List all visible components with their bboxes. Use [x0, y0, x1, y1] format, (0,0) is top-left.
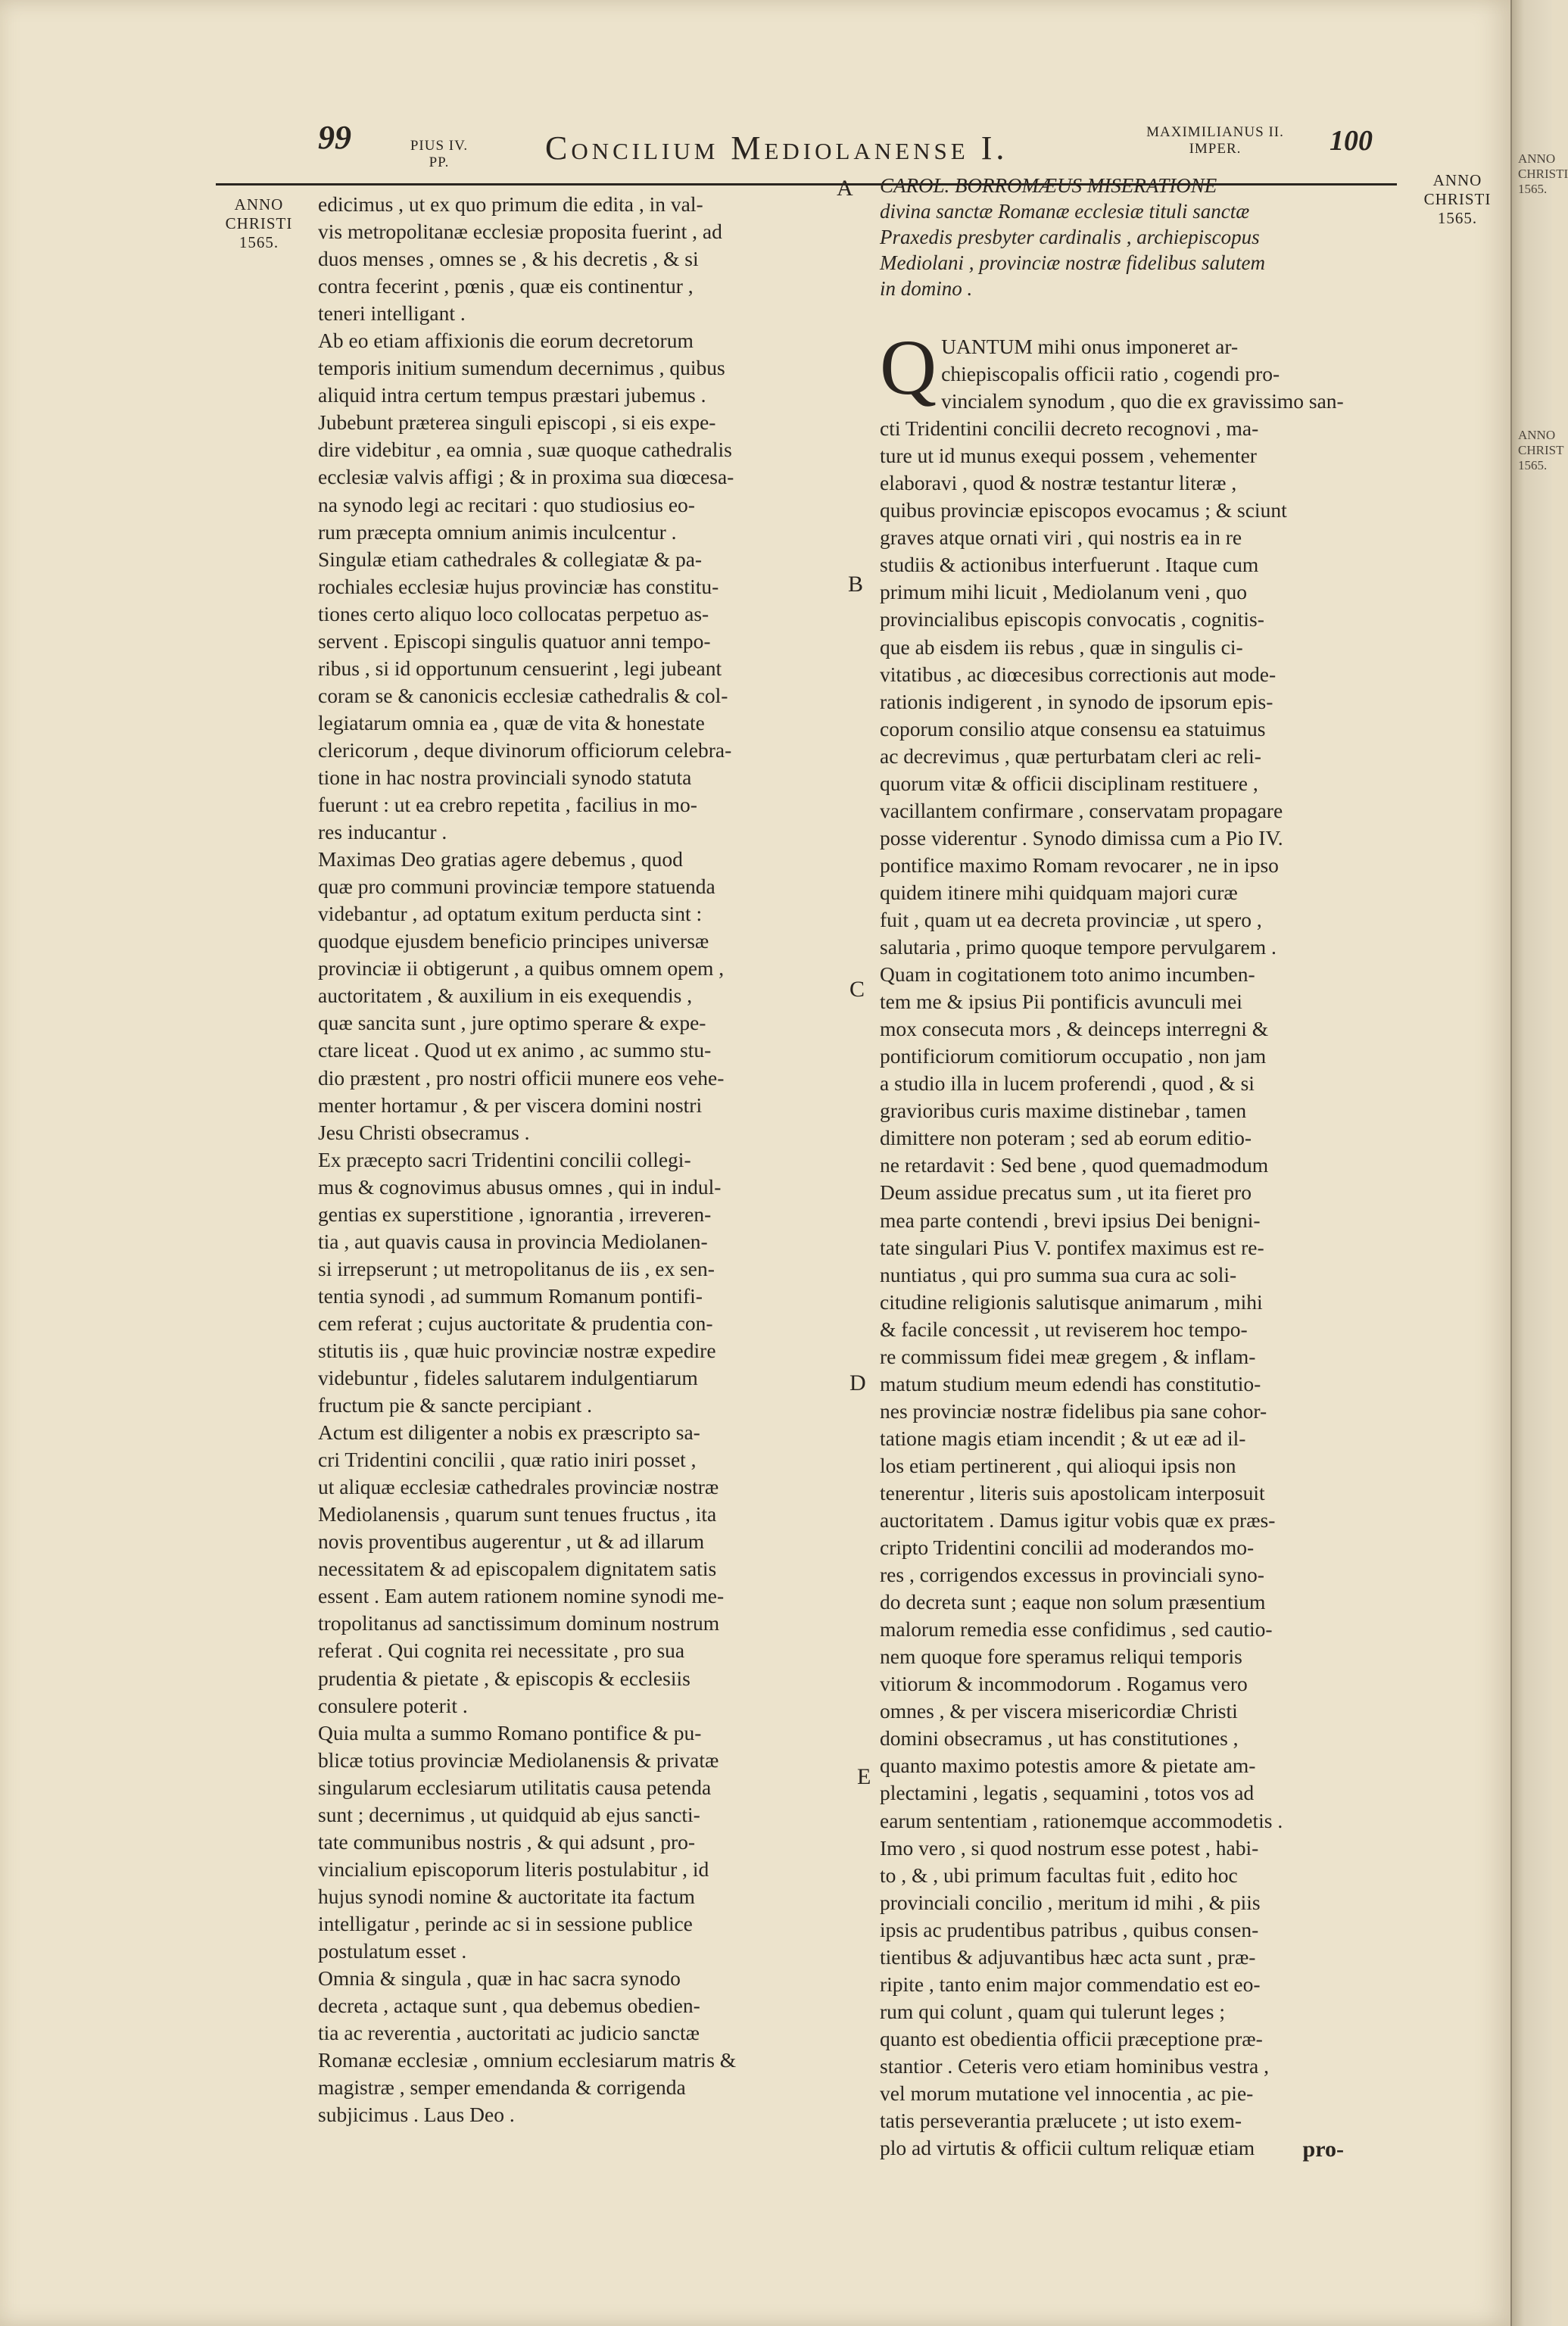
text-line: plectamini , legatis , sequamini , totos vos ad	[880, 1781, 1255, 1805]
pope-abbr: PP.	[429, 154, 450, 170]
text-line: Singulæ etiam cathedrales & collegiatæ & pa-	[318, 547, 703, 571]
text-line: quanto est obedientia officii præceptione præ-	[880, 2026, 1263, 2050]
text-line: ut aliquæ ecclesiæ cathedrales provinciæ nostræ	[318, 1475, 719, 1499]
text-line: fructum pie & sancte percipiant .	[318, 1393, 592, 1417]
emperor-abbr: IMPER.	[1189, 141, 1242, 157]
text-line: dimittere non poteram ; sed ab eorum editio-	[880, 1126, 1252, 1150]
text-line: elaboravi , quod & nostræ testantur literæ ,	[880, 471, 1237, 495]
text-line: tione in hac nostra provinciali synodo statuta	[318, 765, 692, 789]
text-line: consulere poterit .	[318, 1693, 468, 1717]
text-line: videbantur , ad optatum exitum perducta sint :	[318, 902, 703, 926]
text-line: res inducantur .	[318, 820, 447, 844]
text-line: clericorum , deque divinorum officiorum celebra-	[318, 737, 732, 762]
text-line: Maximas Deo gratias agere debemus , quod	[318, 847, 683, 871]
text-line: ipsis ac prudentibus patribus , quibus consen-	[880, 1917, 1259, 1941]
margin-christi: CHRISTI	[225, 214, 293, 232]
text-line: hujus synodi nomine & auctoritate ita factum	[318, 1884, 695, 1908]
text-line: studiis & actionibus interfuerunt . Itaque cum	[880, 553, 1259, 577]
text-line: quanto maximo potestis amore & pietate am-	[880, 1754, 1256, 1778]
margin-year-left	[214, 195, 304, 252]
text-line: Quam in cogitationem toto animo incumben-	[880, 962, 1255, 987]
text-line: ripite , tanto enim major commendatio est eo-	[880, 1972, 1261, 1996]
text-line: mus & cognovimus abusus omnes , qui in indul-	[318, 1174, 722, 1199]
text-line: prudentia & pietate , & episcopis & ecclesiis	[318, 1666, 690, 1690]
salutation-line: Mediolani , provinciæ nostræ fidelibus salutem	[880, 251, 1265, 274]
text-line: provincialibus episcopis convocatis , cognitis-	[880, 607, 1264, 631]
text-line: coporum consilio atque consensu ea statuimus	[880, 716, 1266, 741]
text-line: tate singulari Pius V. pontifex maximus est re-	[880, 1235, 1264, 1259]
text-line: a studio illa in lucem proferendi , quod , & si	[880, 1071, 1255, 1096]
text-line: que ab eisdem iis rebus , quæ in singulis ci-	[880, 635, 1243, 659]
text-line: Mediolanensis , quarum sunt tenues fructus , ita	[318, 1502, 717, 1526]
text-line: quæ sancita sunt , jure optimo sperare & expe-	[318, 1011, 706, 1035]
edge-christi: CHRISTI	[1518, 167, 1568, 181]
salutation-line: CAROL. BORROMÆUS MISERATIONE	[880, 174, 1217, 197]
text-line: nes provinciæ nostræ fidelibus pia sane cohor-	[880, 1398, 1267, 1423]
text-line: contra fecerint , pœnis , quæ eis continentur ,	[318, 274, 694, 298]
text-line: singularum ecclesiarum utilitatis causa petenda	[318, 1775, 712, 1799]
text-line: vis metropolitanæ ecclesiæ proposita fuerint , ad	[318, 220, 722, 244]
margin-anno: ANNO	[234, 195, 284, 214]
text-line: aliquid intra certum tempus præstari jubemus .	[318, 383, 706, 407]
text-line: stantior . Ceteris vero etiam hominibus vestra ,	[880, 2053, 1269, 2078]
page-number-left: 99	[318, 119, 351, 156]
text-line: rum præcepta omnium animis inculcentur .	[318, 519, 677, 544]
text-line: edicimus , ut ex quo primum die edita , in val-	[318, 192, 703, 216]
section-letter-b: B	[848, 572, 864, 597]
text-line: primum mihi licuit , Mediolanum veni , quo	[880, 580, 1248, 604]
edge-christi: CHRIST	[1518, 443, 1564, 457]
text-line: vel morum mutatione vel innocentia , ac pie-	[880, 2081, 1254, 2105]
text-line: referat . Qui cognita rei necessitate , pro sua	[318, 1638, 685, 1663]
text-line: tate communibus nostris , & qui adsunt , pro-	[318, 1829, 696, 1854]
text-line: cri Tridentini concilii , quæ ratio iniri posset ,	[318, 1448, 697, 1472]
text-line: Jesu Christi obsecramus .	[318, 1120, 530, 1144]
text-line: cem referat ; cujus auctoritate & prudentia con-	[318, 1311, 713, 1335]
pope-label	[409, 138, 469, 171]
left-text-column	[318, 191, 848, 2128]
text-line: Romanæ ecclesiæ , omnium ecclesiarum matris &	[318, 2048, 737, 2072]
text-line: domini obsecramus , ut has constitutiones ,	[880, 1726, 1239, 1751]
text-line: tientibus & adjuvantibus hæc acta sunt , præ-	[880, 1944, 1256, 1969]
salutation-block	[880, 173, 1425, 301]
text-line: Jubebunt præterea singuli episcopi , si eis expe-	[318, 410, 716, 435]
right-text-column	[880, 324, 1410, 2162]
text-line: graves atque ornati viri , qui nostris ea in re	[880, 525, 1242, 550]
edge-year-mid	[1518, 428, 1563, 473]
pope-name: PIUS IV.	[410, 138, 469, 154]
text-line: fuerunt : ut ea crebro repetita , facilius in mo-	[318, 793, 697, 817]
text-line: mea parte contendi , brevi ipsius Dei benigni-	[880, 1208, 1261, 1232]
text-line: servent . Episcopi singulis quatuor anni tempo-	[318, 628, 711, 653]
text-line: Omnia & singula , quæ in hac sacra synodo	[318, 1966, 681, 1991]
emperor-label	[1121, 124, 1310, 157]
salutation-line: divina sanctæ Romanæ ecclesiæ tituli sanctæ	[880, 200, 1250, 223]
text-line: tiones certo aliquo loco collocatas perpetuo as-	[318, 601, 709, 625]
text-line: subjicimus . Laus Deo .	[318, 2103, 515, 2127]
salutation-line: in domino .	[880, 277, 973, 300]
text-line: auctoritatem , & auxilium in eis exequendis ,	[318, 984, 693, 1008]
text-line: pontificiorum comitiorum occupatio , non jam	[880, 1044, 1267, 1068]
text-line: provinciali concilio , meritum id mihi , & piis	[880, 1890, 1261, 1914]
text-line: coram se & canonicis ecclesiæ cathedralis & col-	[318, 683, 728, 707]
text-line: vitiorum & incommodorum . Rogamus vero	[880, 1672, 1248, 1696]
text-line: los etiam pertinerent , qui alioqui ipsis non	[880, 1453, 1236, 1477]
salutation-line: Praxedis presbyter cardinalis , archiepiscopus	[880, 226, 1260, 248]
edge-anno: ANNO	[1518, 151, 1556, 166]
edge-year-top	[1518, 151, 1568, 197]
text-line: nuntiatus , qui pro summa sua cura ac soli-	[880, 1262, 1237, 1286]
text-line: tem me & ipsius Pii pontificis avunculi mei	[880, 990, 1242, 1014]
text-line: postulatum esset .	[318, 1939, 467, 1963]
text-line: to , & , ubi primum facultas fuit , edito hoc	[880, 1863, 1238, 1887]
text-line: gravioribus curis maxime distinebar , tamen	[880, 1099, 1247, 1123]
text-line: Quia multa a summo Romano pontifice & pu-	[318, 1720, 702, 1744]
text-line: intelligatur , perinde ac si in sessione publice	[318, 1911, 693, 1935]
text-line: quodque ejusdem beneficio principes universæ	[318, 929, 709, 953]
text-line: vacillantem confirmare , conservatam propagare	[880, 798, 1283, 822]
margin-year: 1565.	[1437, 209, 1478, 227]
text-line: omnes , & per viscera misericordiæ Christi	[880, 1699, 1238, 1723]
text-line: chiepiscopalis officii ratio , cogendi pro-	[941, 362, 1280, 386]
text-line: necessitatem & ad episcopalem dignitatem satis	[318, 1557, 717, 1581]
text-line: ribus , si id opportunum censuerint , legi jubeant	[318, 656, 722, 680]
text-line: rochiales ecclesiæ hujus provinciæ has constitu-	[318, 574, 719, 598]
text-line: ac decrevimus , quæ perturbatam cleri ac reli-	[880, 744, 1261, 768]
text-line: essent . Eam autem rationem nomine synodi me-	[318, 1584, 725, 1608]
edge-anno: ANNO	[1518, 428, 1556, 442]
text-line: rationis indigerent , in synodo de ipsorum epis-	[880, 689, 1273, 713]
text-line: posse viderentur . Synodo dimissa cum a Pio IV.	[880, 825, 1283, 850]
text-line: cripto Tridentini concilii ad moderandos mo-	[880, 1536, 1255, 1560]
text-line: tentia synodi , ad summum Romanum pontifi-	[318, 1283, 703, 1308]
text-line: dire videbitur , ea omnia , suæ quoque cathedralis	[318, 438, 732, 462]
text-line: teneri intelligant .	[318, 301, 466, 326]
margin-year-right	[1416, 171, 1499, 228]
text-line: vincialium episcoporum literis postulabitur , id	[318, 1857, 709, 1881]
text-line: matum studium meum edendi has constitutio-	[880, 1371, 1261, 1395]
text-line: quorum vitæ & officii disciplinam restituere ,	[880, 771, 1258, 795]
text-line: salutaria , primo quoque tempore pervulgarem .	[880, 935, 1277, 959]
text-line: do decreta sunt ; eaque non solum præsentium	[880, 1590, 1266, 1614]
section-letter-c: C	[849, 977, 865, 1002]
text-line: cti Tridentini concilii decreto recognovi , ma-	[880, 416, 1259, 441]
drop-cap: Q	[880, 324, 937, 411]
text-line: plo ad virtutis & officii cultum reliquæ etiam	[880, 2136, 1255, 2160]
section-letter-d: D	[849, 1370, 866, 1395]
text-line: tenerentur , literis suis apostolicam interposuit	[880, 1480, 1265, 1504]
text-line: si irrepserunt ; ut metropolitanus de iis , ex sen-	[318, 1256, 715, 1280]
margin-year: 1565.	[238, 233, 279, 251]
text-line: ecclesiæ valvis affigi ; & in proxima sua diœcesa-	[318, 465, 734, 489]
text-line: Imo vero , si quod nostrum esse potest , habi-	[880, 1835, 1259, 1860]
text-line: vitatibus , ac diœcesibus correctionis aut mode-	[880, 662, 1277, 686]
text-line: quæ pro communi provinciæ tempore statuenda	[318, 875, 715, 899]
text-line: ctare liceat . Quod ut ex animo , ac summo stu-	[318, 1038, 712, 1062]
section-letter-e: E	[857, 1764, 871, 1789]
margin-anno: ANNO	[1432, 171, 1482, 189]
text-line: tatione magis etiam incendit ; & ut eæ ad il-	[880, 1426, 1246, 1450]
edge-year: 1565.	[1518, 458, 1548, 472]
text-line: malorum remedia esse confidimus , sed cautio-	[880, 1617, 1273, 1642]
text-line: gentias ex superstitione , ignorantia , irreveren-	[318, 1202, 712, 1226]
text-line: dio præstent , pro nostri officii munere eos vehe-	[318, 1065, 725, 1090]
next-page-edge	[1510, 0, 1568, 2326]
text-line: temporis initium sumendum decernimus , quibus	[318, 356, 725, 380]
running-header	[0, 115, 1510, 176]
text-line: Actum est diligenter a nobis ex præscripto sa-	[318, 1420, 700, 1445]
text-line: rum qui colunt , quam qui tulerunt leges ;	[880, 1999, 1225, 2023]
text-line: quibus provinciæ episcopos evocamus ; & sciunt	[880, 498, 1287, 522]
text-line: quidem itinere mihi quidquam majori curæ	[880, 880, 1238, 904]
text-line: earum sententiam , rationemque accommodetis .	[880, 1808, 1283, 1832]
emperor-name: MAXIMILIANUS II.	[1146, 124, 1284, 140]
text-line: tropolitanus ad sanctissimum dominum nostrum	[318, 1611, 720, 1635]
text-line: Ex præcepto sacri Tridentini concilii collegi-	[318, 1147, 691, 1171]
text-line: stitutis iis , quæ huic provinciæ nostræ expedire	[318, 1338, 716, 1362]
text-line: menter hortamur , & per viscera domini nostri	[318, 1093, 703, 1117]
text-line: na synodo legi ac recitari : quo studiosius eo-	[318, 492, 695, 516]
text-line: pontifice maximo Romam revocarer , ne in ipso	[880, 853, 1279, 877]
margin-christi: CHRISTI	[1423, 190, 1492, 208]
text-line: Ab eo etiam affixionis die eorum decretorum	[318, 329, 694, 353]
edge-year: 1565.	[1518, 182, 1548, 196]
text-line: sunt ; decernimus , ut quidquid ab ejus sancti-	[318, 1802, 700, 1826]
text-line: mox consecuta mors , & deinceps interregni &	[880, 1017, 1269, 1041]
text-line: vincialem synodum , quo die ex gravissimo san-	[941, 389, 1344, 413]
text-line: provinciæ ii obtigerunt , a quibus omnem opem ,	[318, 956, 725, 981]
text-line: ne retardavit : Sed bene , quod quemadmodum	[880, 1153, 1269, 1177]
text-line: decreta , actaque sunt , qua debemus obedien-	[318, 1994, 700, 2018]
section-letter-a: A	[837, 176, 853, 201]
text-line: tia ac reverentia , auctoritati ac judicio sanctæ	[318, 2021, 700, 2045]
text-line: Deum assidue precatus sum , ut ita fieret pro	[880, 1180, 1252, 1205]
text-line: & facile concessit , ut reviserem hoc tempo-	[880, 1317, 1248, 1341]
text-line: citudine religionis salutisque animarum , mihi	[880, 1289, 1263, 1314]
text-line: magistræ , semper emendanda & corrigenda	[318, 2075, 686, 2100]
page-number-right: 100	[1330, 125, 1373, 157]
text-line: novis proventibus augerentur , ut & ad illarum	[318, 1529, 705, 1554]
text-line: tia , aut quavis causa in provincia Mediolanen-	[318, 1229, 708, 1253]
text-line: fuit , quam ut ea decreta provinciæ , ut spero ,	[880, 907, 1262, 931]
text-line: duos menses , omnes se , & his decretis , & si	[318, 247, 699, 271]
page-title: Concilium Mediolanense I.	[545, 129, 1008, 167]
catchword: pro-	[1302, 2137, 1344, 2162]
text-line: blicæ totius provinciæ Mediolanensis & privatæ	[318, 1748, 719, 1772]
text-line: nem quoque fore speramus reliqui temporis	[880, 1645, 1242, 1669]
text-line: auctoritatem . Damus igitur vobis quæ ex præs-	[880, 1508, 1276, 1532]
text-line: tatis perseverantia prælucete ; ut isto exem-	[880, 2109, 1242, 2133]
text-line: UANTUM mihi onus imponeret ar-	[941, 335, 1239, 358]
text-line: ture ut id munus exequi possem , vehementer	[880, 444, 1257, 468]
text-line: videbuntur , fideles salutarem indulgentiarum	[318, 1366, 698, 1390]
text-line: res , corrigendos excessus in provinciali syno-	[880, 1563, 1264, 1587]
text-line: re commissum fidei meæ gregem , & inflam-	[880, 1344, 1256, 1368]
text-line: legiatarum omnia ea , quæ de vita & honestate	[318, 710, 705, 734]
